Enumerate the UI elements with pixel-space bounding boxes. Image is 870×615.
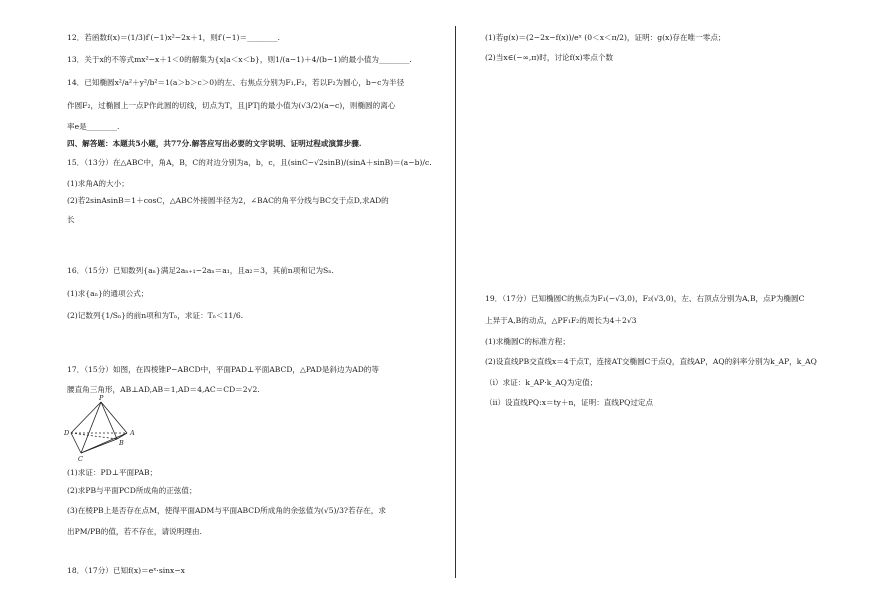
question-19-line-1: 19．（17分）已知椭圆C的焦点为F₁(−√3,0)，F₂(√3,0)，左、右顶点分别为A,B，点P为椭圆C (485, 294, 805, 303)
vertex-label-d: D (64, 429, 70, 437)
question-12: 12．若函数f(x)＝(1/3)f′(−1)x²−2x＋1，则f′(−1)＝________. (67, 33, 280, 42)
question-18-part-1: (1)若g(x)＝(2−2x−f(x))/eˣ (0＜x＜π/2)，证明：g(x)存在唯一零点； (485, 33, 726, 42)
pyramid-figure (64, 395, 144, 463)
question-14-line-2: 作圆F₂，过椭圆上一点P作此圆的切线，切点为T，且|PT|的最小值为(√3/2)(a−c)，则椭圆的离心 (67, 101, 396, 110)
question-15: 15．（13分）在△ABC中，角A，B，C的对边分别为a，b，c，且(sinC−√2sinB)/(sinA＋sinB)＝(a−b)/c. (67, 158, 432, 167)
question-19-line-2: 上异于A,B的动点，△PF₁F₂的周长为4＋2√3 (485, 316, 637, 325)
question-13: 13．关于x的不等式mx²−x＋1＜0的解集为{x|a＜x＜b}，则1/(a−1)＋4/(b−1)的最小值为________. (67, 55, 412, 64)
vertex-label-p: P (99, 395, 104, 402)
question-17-line-1: 17．（15分）如图，在四棱锥P−ABCD中，平面PAD⊥平面ABCD，△PAD是斜边为AD的等 (67, 365, 379, 374)
section-4-heading: 四、解答题：本题共5小题，共77分.解答应写出必要的文字说明、证明过程或演算步骤. (67, 139, 362, 148)
question-15-part-1: (1)求角A的大小； (67, 179, 129, 188)
vertex-label-c: C (78, 455, 83, 463)
question-15-part-2-line-2: 长 (67, 215, 75, 224)
question-16: 16．（15分）已知数列{aₙ}满足2aₙ₊₁−2aₙ＝a₁，且a₂＝3，其前n项和记为Sₙ. (67, 266, 334, 275)
vertex-label-b: B (119, 439, 124, 447)
question-17-part-3-line-2: 出PM/PB的值，若不存在，请说明理由. (67, 527, 202, 536)
question-17-part-2: (2)求PB与平面PCD所成角的正弦值； (67, 486, 197, 495)
question-18: 18．（17分）已知f(x)＝eˣ·sinx−x (67, 566, 185, 575)
question-19-part-2: (2)设直线PB交直线x＝4于点T，连接AT交椭圆C于点Q，直线AP，AQ的斜率分别为k_AP，k_AQ (485, 357, 817, 366)
question-17-line-2: 腰直角三角形，AB⊥AD,AB＝1,AD＝4,AC＝CD＝2√2. (67, 385, 260, 394)
vertex-label-a: A (130, 429, 135, 437)
question-18-part-2: (2)当x∈(−∞,π)时，讨论f(x)零点个数 (485, 53, 614, 62)
question-19-part-2-i: （i）求证：k_AP·k_AQ为定值； (485, 378, 598, 387)
question-16-part-2: (2)记数列{1/Sₙ}的前n项和为Tₙ，求证：Tₙ＜11/6. (67, 311, 244, 320)
question-19-part-1: (1)求椭圆C的标准方程； (485, 337, 570, 346)
question-14-line-1: 14．已知椭圆x²/a²＋y²/b²＝1(a＞b＞c＞0)的左、右焦点分别为F₁,F₂，若以F₂为圆心，b−c为半径 (67, 78, 405, 87)
question-14-line-3: 率e是________. (67, 122, 120, 131)
question-17-part-1: (1)求证：PD⊥平面PAB； (67, 468, 158, 477)
column-divider (455, 26, 456, 578)
question-19-part-2-ii: （ii）设直线PQ:x＝ty＋n，证明：直线PQ过定点 (485, 398, 654, 407)
question-17-part-3-line-1: (3)在棱PB上是否存在点M，使得平面ADM与平面ABCD所成角的余弦值为(√5)/3?若存在，求 (67, 506, 386, 515)
question-16-part-1: (1)求{aₙ}的通项公式； (67, 289, 149, 298)
question-15-part-2-line-1: (2)若2sinAsinB＝1＋cosC，△ABC外接圆半径为2，∠BAC的角平分线与BC交于点D,求AD的 (67, 196, 389, 205)
